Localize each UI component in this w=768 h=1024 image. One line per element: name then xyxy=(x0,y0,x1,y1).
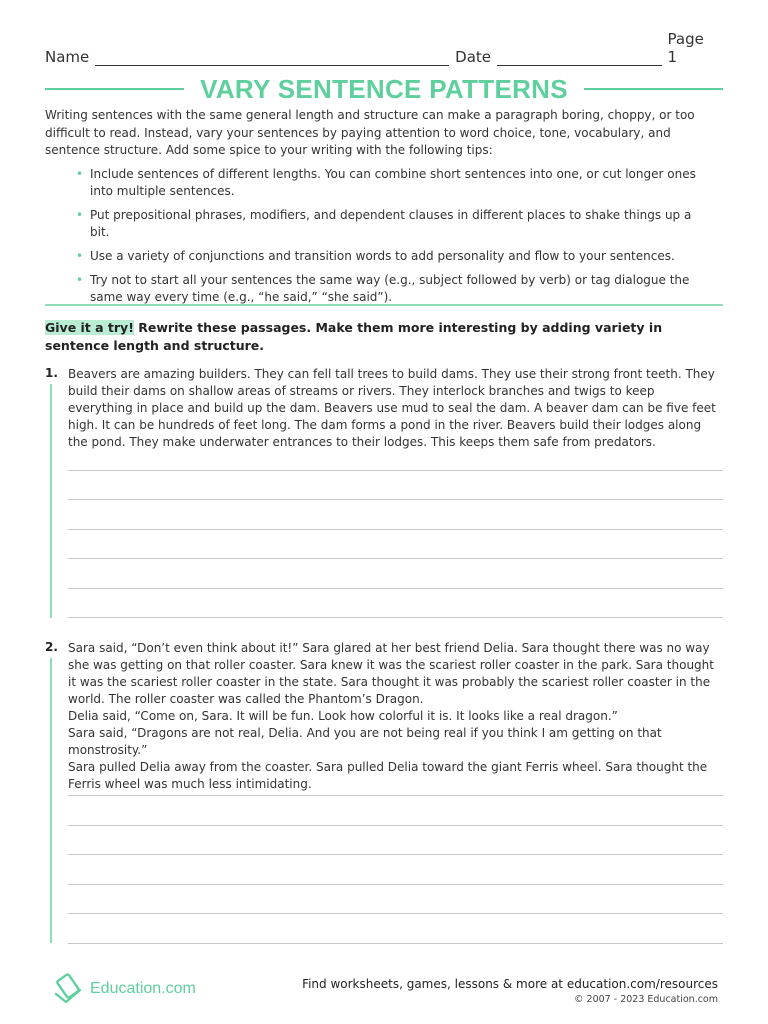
tip-text: Include sentences of different lengths. You can combine short sentences into one, or cut longer ones into multiple sentences. xyxy=(90,167,696,198)
bullet-icon: • xyxy=(76,208,84,222)
title-rule-right xyxy=(584,88,723,90)
tip-item xyxy=(76,207,708,241)
question-number: 1. xyxy=(45,366,58,380)
name-label: Name xyxy=(45,48,90,66)
question-passage xyxy=(68,640,723,793)
bullet-icon: • xyxy=(76,167,84,181)
writing-line[interactable] xyxy=(68,617,723,618)
name-blank[interactable] xyxy=(95,51,449,66)
writing-line[interactable] xyxy=(68,913,723,914)
writing-line[interactable] xyxy=(68,470,723,471)
writing-line[interactable] xyxy=(68,795,723,796)
writing-line[interactable] xyxy=(68,529,723,530)
passage-paragraph: Sara said, “Dragons are not real, Delia. And you are not being real if you think I am getting on that monstrosity.” xyxy=(68,726,662,757)
question-number: 2. xyxy=(45,640,58,654)
tip-text: Put prepositional phrases, modifiers, and dependent clauses in different places to shake things up a bit. xyxy=(90,208,692,239)
tip-item xyxy=(76,166,708,200)
writing-line[interactable] xyxy=(68,884,723,885)
footer-find-text[interactable]: Find worksheets, games, lessons & more at education.com/resources xyxy=(302,977,718,991)
date-blank[interactable] xyxy=(497,51,662,66)
page-title: VARY SENTENCE PATTERNS xyxy=(200,73,568,104)
question-1 xyxy=(45,366,723,622)
footer-copyright: © 2007 - 2023 Education.com xyxy=(574,994,718,1005)
tip-item xyxy=(76,272,708,306)
bullet-icon: • xyxy=(76,249,84,263)
page-label: Page 1 xyxy=(667,30,704,66)
instructions-highlight: Give it a try! xyxy=(45,320,134,335)
writing-line[interactable] xyxy=(68,558,723,559)
bullet-icon: • xyxy=(76,273,84,287)
tips-list xyxy=(76,166,708,313)
writing-line[interactable] xyxy=(68,499,723,500)
footer-info xyxy=(302,977,718,1005)
question-bar xyxy=(50,658,52,943)
question-passage xyxy=(68,366,723,451)
instructions-text: Rewrite these passages. Make them more interesting by adding variety in sentence length and structure. xyxy=(45,320,663,353)
footer-logo[interactable] xyxy=(52,972,196,1006)
writing-line[interactable] xyxy=(68,854,723,855)
date-label: Date xyxy=(455,48,492,66)
tip-text: Try not to start all your sentences the same way (e.g., subject followed by verb) or tag dialogue the same way every time (e.g., “he said,” “she said”). xyxy=(90,273,690,304)
passage-paragraph: Sara pulled Delia away from the coaster. Sara pulled Delia toward the giant Ferris wheel. Sara thought the Ferris wheel was much less intimidating. xyxy=(68,760,708,791)
writing-line[interactable] xyxy=(68,943,723,944)
title-row xyxy=(45,72,723,106)
question-2 xyxy=(45,640,723,945)
header-row xyxy=(45,30,718,66)
title-rule-left xyxy=(45,88,184,90)
education-logo-icon xyxy=(52,972,86,1006)
passage-paragraph: Sara said, “Don’t even think about it!” Sara glared at her best friend Delia. Sara thought there was no way she was getting on that roller coaster. Sara knew it was the scariest roller coaster in the park. Sara thought it was the scariest roller coaster in the state. Sara thought it was probably the scariest roller coaster in the world. The roller coaster was called the Phantom’s Dragon. xyxy=(68,641,714,706)
writing-line[interactable] xyxy=(68,825,723,826)
tip-text: Use a variety of conjunctions and transition words to add personality and flow to your sentences. xyxy=(90,249,675,263)
intro-paragraph: Writing sentences with the same general length and structure can make a paragraph boring, choppy, or too difficult to read. Instead, vary your sentences by paying attention to word choice, tone, vocabulary, and sentence structure. Add some spice to your writing with the following tips: xyxy=(45,108,695,157)
tip-item xyxy=(76,248,708,265)
section-divider xyxy=(45,304,723,306)
question-bar xyxy=(50,384,52,618)
instructions xyxy=(45,319,708,354)
writing-line[interactable] xyxy=(68,588,723,589)
logo-text: Education.com xyxy=(90,980,196,997)
passage-paragraph: Delia said, “Come on, Sara. It will be fun. Look how colorful it is. It looks like a real dragon.” xyxy=(68,709,618,723)
passage-paragraph: Beavers are amazing builders. They can fell tall trees to build dams. They use their strong front teeth. They build their dams on shallow areas of streams or rivers. They interlock branches and twigs to keep everything in place and build up the dam. Beavers use mud to seal the dam. A beaver dam can be five feet high. It can be hundreds of feet long. The dam forms a pond in the river. Beavers build their lodges along the pond. They make underwater entrances to their lodges. This keeps them safe from predators. xyxy=(68,367,716,449)
